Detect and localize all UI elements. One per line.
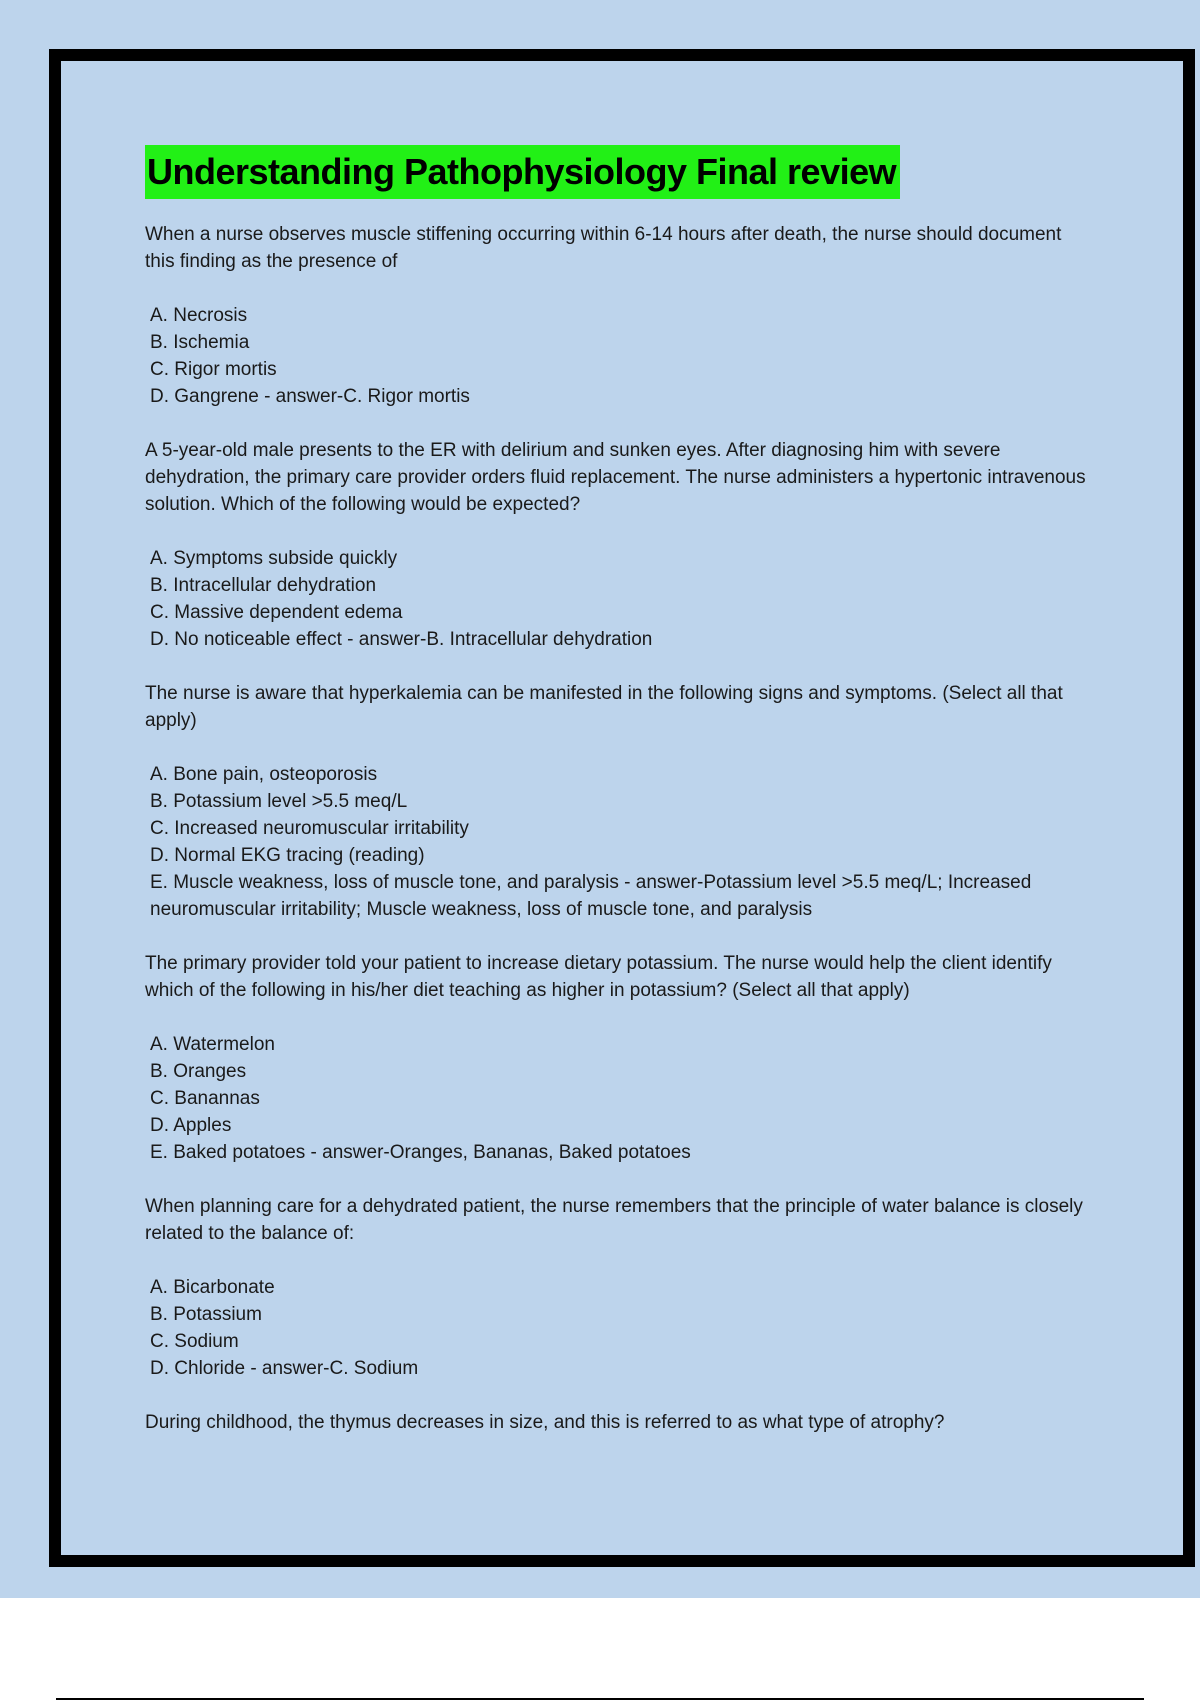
answer-option: C. Sodium (150, 1331, 239, 1352)
document-content (145, 145, 1095, 1463)
answer-options (145, 1274, 1095, 1382)
answer-option: B. Ischemia (150, 332, 250, 353)
answer-option: E. Muscle weakness, loss of muscle tone, and paralysis - answer-Potassium level >5.5 meq/L; Increased neuromuscular irritability; Muscle weakness, loss of muscle tone, and paralysis (150, 872, 1032, 920)
answer-option: C. Massive dependent edema (150, 602, 403, 623)
title-wrap (145, 145, 1095, 199)
answer-option: A. Symptoms subside quickly (150, 548, 398, 569)
question-block-1 (145, 221, 1095, 410)
answer-option: A. Necrosis (150, 305, 248, 326)
answer-option: B. Oranges (150, 1061, 247, 1082)
question-text: The nurse is aware that hyperkalemia can be manifested in the following signs and symptoms. (Select all that apply) (145, 683, 1063, 731)
document-title: Understanding Pathophysiology Final review (145, 145, 900, 199)
answer-option: D. No noticeable effect - answer-B. Intracellular dehydration (150, 629, 653, 650)
answer-option: A. Bicarbonate (150, 1277, 275, 1298)
question-text: A 5-year-old male presents to the ER with delirium and sunken eyes. After diagnosing him with severe dehydration, the primary care provider orders fluid replacement. The nurse administers a hypertonic intravenous solution. Which of the following would be expected? (145, 440, 1086, 515)
question-block-5 (145, 1193, 1095, 1382)
answer-option: C. Increased neuromuscular irritability (150, 818, 469, 839)
answer-option: E. Baked potatoes - answer-Oranges, Bananas, Baked potatoes (150, 1142, 691, 1163)
answer-option: D. Chloride - answer-C. Sodium (150, 1358, 419, 1379)
question-text: The primary provider told your patient to increase dietary potassium. The nurse would help the client identify which of the following in his/her diet teaching as higher in potassium? (Select all that apply) (145, 953, 1052, 1001)
answer-option: D. Gangrene - answer-C. Rigor mortis (150, 386, 470, 407)
answer-option: B. Potassium (150, 1304, 262, 1325)
question-text: During childhood, the thymus decreases in size, and this is referred to as what type of atrophy? (145, 1412, 945, 1433)
answer-option: D. Normal EKG tracing (reading) (150, 845, 425, 866)
answer-options (145, 761, 1095, 923)
answer-option: D. Apples (150, 1115, 232, 1136)
answer-option: B. Intracellular dehydration (150, 575, 377, 596)
answer-option: A. Bone pain, osteoporosis (150, 764, 378, 785)
answer-options (145, 545, 1095, 653)
answer-options (145, 302, 1095, 410)
answer-option: C. Rigor mortis (150, 359, 277, 380)
answer-option: A. Watermelon (150, 1034, 275, 1055)
answer-options (145, 1031, 1095, 1166)
answer-option: C. Banannas (150, 1088, 260, 1109)
question-block-3 (145, 680, 1095, 923)
answer-option: B. Potassium level >5.5 meq/L (150, 791, 408, 812)
question-text: When planning care for a dehydrated patient, the nurse remembers that the principle of water balance is closely related to the balance of: (145, 1196, 1083, 1244)
question-block-4 (145, 950, 1095, 1166)
question-block-2 (145, 437, 1095, 653)
question-text: When a nurse observes muscle stiffening occurring within 6-14 hours after death, the nurse should document this finding as the presence of (145, 224, 1062, 272)
question-block-6 (145, 1409, 1095, 1436)
